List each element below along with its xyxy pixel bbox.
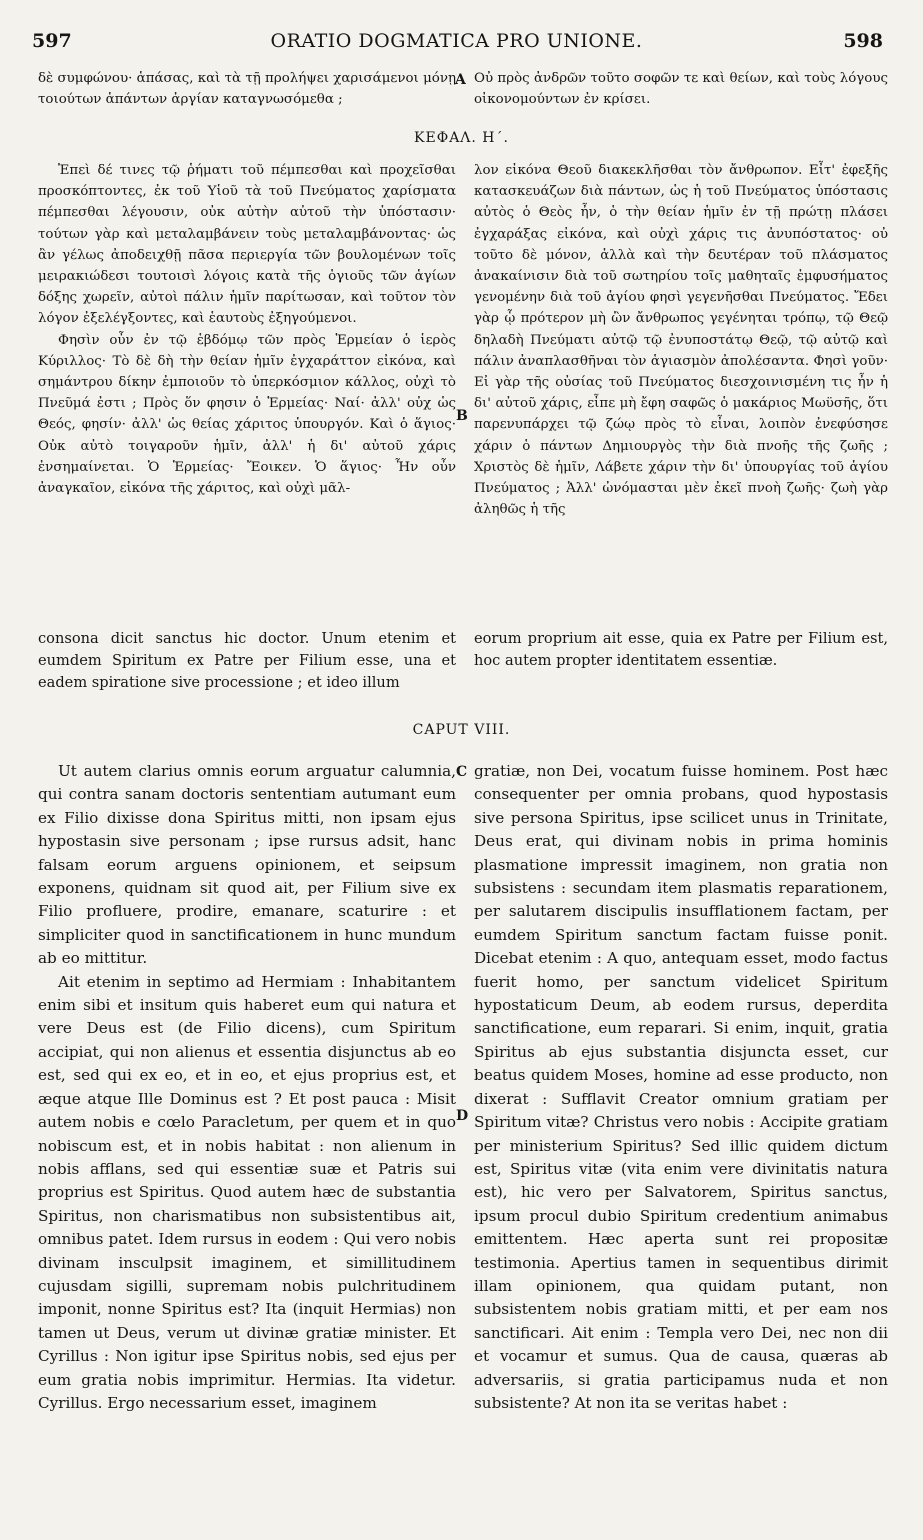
page-number-left: 597 [32,30,72,52]
latin-top-right-paragraph: eorum proprium ait esse, quia ex Patre per Filium est, hoc autem propter identitatem essentiæ. [474,630,888,669]
intro-left-paragraph: δὲ συμφώνου· ἁπάσας, καὶ τὰ τῇ προλήψει χαρισάμενοι μόνῃ τοιούτων ἁπάντων ἀργίαν καταγνωσόμεθα ; [38,71,456,108]
latin-top-right [474,628,888,672]
margin-marker-b: B [456,408,468,424]
intro-right-text [474,68,888,110]
latin-right-column [474,760,888,1415]
latin-left-paragraph-2: Ait etenim in septimo ad Hermiam : Inhabitantem enim sibi et insitum quis haberet eum qui natura et vere Deus est (de Filio dicens), cum Spiritum accipiat, qui non alienus et essentia disjunctus ab eo est, sed qui ex eo, et in eo, et ejus proprius est, et æque atque Ille Dominus est ? Et post pauca : Misit autem nobis e cœlo Paracletum, per quem et in quo nobiscum est, et in nobis habitat : non alienum in nobis afflans, sed qui essentiæ suæ et Patris sui proprius est Spiritus. Quod autem hæc de substantia Spiritus, non charismatibus non subsistentibus ait, omnibus patet. Idem rursus in eodem : Qui vero nobis divinam insculpsit imaginem, et simillitudinem cujusdam sigilli, supremam nobis pulchritudinem imponit, nonne Spiritus est? Ita (inquit Hermias) non tamen ut Deus, verum ut divinæ gratiæ minister. Et Cyrillus : Non igitur ipse Spiritus nobis, sed ejus per eum gratia nobis imprimitur. Hermias. Ita videtur. Cyrillus. Ergo necessarium esset, imaginem [38,972,456,1412]
margin-marker-a: A [455,72,466,88]
greek-left-column [38,160,456,499]
greek-right-paragraph-1: λον εἰκόνα Θεοῦ διακεκλῆσθαι τὸν ἄνθρωπον. Εἶτ' ἐφεξῆς κατασκευάζων διὰ πάντων, ὡς ἡ τοῦ Πνεύματος ὑπόστασις αὐτὸς ὁ Θεὸς ἦν, ὁ τὴν θείαν ἡμῖν ἐν τῇ πρώτῃ πλάσει ἐγχαράξας εἰκόνα, καὶ οὐχὶ χάρις τις ἀνυπόστατος· οὐ τοῦτο δὲ μόνον, ἀλλὰ καὶ τὴν δευτέραν τοῦ πλάσματος ἀνακαίνισιν διὰ τοῦ σωτηρίου τοῖς μαθηταῖς ἐμφυσήματος γενομένην διὰ τοῦ ἁγίου φησὶ γεγενῆσθαι Πνεύματος. Ἔδει γὰρ ᾧ πρότερον μὴ ὢν ἄνθρωπος γεγένηται τρόπῳ, τῷ Θεῷ δηλαδὴ Πνεύματι αὐτῷ τῷ ἐνυποστάτῳ Θεῷ, τῷ αὐτῷ καὶ πάλιν ἀναπλασθῆναι τὸν ἁγιασμὸν ἀπολέσαντα. Φησὶ γοῦν· Εἰ γὰρ τῆς οὐσίας τοῦ Πνεύματος διεσχοινισμένη τις ἦν ἡ δι' αὐτοῦ χάρις, εἶπε μὴ ἔφη σαφῶς ὁ μακάριος Μωϋσῆς, ὅτι παρενυπάρχει τῷ ζώῳ πρὸς τὸ εἶναι, λοιπὸν ἐνεφύσησε χάριν ὁ πάντων Δημιουργὸς τὴν διὰ πνοῆς τῆς ζωῆς ; Χριστὸς δὲ ἡμῖν, Λάβετε χάριν τὴν δι' ὑπουργίας τοῦ ἁγίου Πνεύματος ; Ἀλλ' ὠνόμασται μὲν ἐκεῖ πνοὴ ζωῆς· ζωὴ γὰρ ἀληθῶς ἡ τῆς [474,163,888,518]
greek-left-paragraph-2: Φησὶν οὖν ἐν τῷ ἑβδόμῳ τῶν πρὸς Ἑρμείαν ὁ ἱερὸς Κύριλλος· Τὸ δὲ δὴ τὴν θείαν ἡμῖν ἐγχαράττον εἰκόνα, καὶ σημάντρου δίκην ἐμποιοῦν τὸ ὑπερκόσμιον κάλλος, οὐχὶ τὸ Πνεῦμά ἐστι ; Πρὸς ὅν φησιν ὁ Ἑρμείας· Ναί· ἀλλ' οὐχ ὡς Θεός, φησίν· ἀλλ' ὡς θείας χάριτος ὑπουργόν. Καὶ ὁ ἅγιος· Οὐκ αὐτὸ τοιγαροῦν ἡμῖν, ἀλλ' ἡ δι' αὐτοῦ χάρις ἐνσημαίνεται. Ὁ Ἑρμείας· Ἔοικεν. Ὁ ἅγιος· Ἦν οὖν ἀναγκαῖον, εἰκόνα τῆς χάριτος, καὶ οὐχὶ μᾶλ- [38,332,456,497]
latin-left-paragraph-1: Ut autem clarius omnis eorum arguatur calumnia, qui contra sanam doctoris sententiam autumant eum ex Filio dixisse dona Spiritus mitti, non ipsam ejus hypostasin sive personam ; ipse rursus adsit, hanc falsam eorum arguens opinionem, et seipsum exponens, quidnam sit quod ait, per Filium sive ex Filio profluere, prodire, emanare, scaturire : et simpliciter quod in sanctificationem in hunc mundum ab eo mittitur. [38,762,456,968]
intro-left-text [38,68,456,110]
latin-right-paragraph-1: gratiæ, non Dei, vocatum fuisse hominem. Post hæc consequenter per omnia probans, quod hypostasis sive persona Spiritus, ipse scilicet unus in Trinitate, Deus erat, qui divinam nobis in prima hominis plasmatione impressit imaginem, non gratia non subsistens : secundam item plasmatis reparationem, per salutarem discipulis insufflationem factam, per eumdem Spiritum sanctum factam fuisse ponit. Dicebat etenim : A quo, antequam esset, modo factus fuerit homo, per sanctum videlicet Spiritum hypostaticum Deum, ab eodem rursus, deperdita sanctificatione, eum reparari. Si enim, inquit, gratia Spiritus ab ejus substantia disjuncta esset, cur beatus quidem Moses, homine ad esse producto, non dixerat : Sufflavit Creator omnium gratiam per Spiritum vitæ? Christus vero nobis : Accipite gratiam per ministerium Spiritus? Sed illic quidem dictum est, Spiritus vitæ (vita enim vere divinitatis natura est), hic vero per Salvatorem, Spiritus sanctus, ipsum procul dubio Spiritum credentium animabus emittentem. Hæc aperta sunt rei propositæ testimonia. Apertius tamen in sequentibus dirimit illam opinionem, qua quidam putant, non subsistentem nobis gratiam mitti, et per eam nos sanctificari. Ait enim : Templa vero Dei, nec non dii et vocamur et sumus. Qua de causa, quæras ab adversariis, si gratia participamus nuda et non subsistente? At non ita se veritas habet : [474,762,888,1412]
latin-chapter-heading: CAPUT VIII. [412,722,511,738]
latin-top-left [38,628,456,694]
intro-right-paragraph: Οὐ πρὸς ἀνδρῶν τοῦτο σοφῶν τε καὶ θείων, καὶ τοὺς λόγους οἰκονομούντων ἐν κρίσει. [474,71,888,108]
latin-top-left-paragraph: consona dicit sanctus hic doctor. Unum etenim et eumdem Spiritum ex Patre per Filium esse, una et eadem spiratione sive processione ; et ideo illum [38,630,456,691]
greek-left-paragraph-1: Ἐπεὶ δέ τινες τῷ ῥήματι τοῦ πέμπεσθαι καὶ προχεῖσθαι προσκόπτοντες, ἐκ τοῦ Υἱοῦ τὰ τοῦ Πνεύματος χαρίσματα πέμπεσθαι λέγουσιν, οὐκ αὐτὴν αὐτοῦ τὴν ὑπόστασιν· τούτων γὰρ καὶ μεταλαμβάνειν τοὺς μεταλαμβάνοντας· ὡς ἂν γέλως ἀποδειχθῇ πᾶσα περιεργία τῶν βουλομένων τοῖς μειρακιώδεσι τουτοισὶ λόγοις κατὰ τῆς ὁγιοῦς τῶν ἁγίων δόξης χωρεῖν, αὐτοὶ πάλιν ἡμῖν παρίτωσαν, καὶ τοῦτον τὸν λόγον ἐξελέγξοντες, καὶ ἑαυτοὺς ἐξηγούμενοι. [38,163,456,327]
page-header [30,28,883,58]
margin-marker-c: C [456,764,468,780]
running-title: ORATIO DOGMATICA PRO UNIONE. [270,30,643,52]
margin-marker-d: D [456,1108,469,1124]
page-number-right: 598 [843,30,883,52]
greek-chapter-heading: ΚΕΦΑΛ. Η΄. [414,130,509,146]
latin-left-column [38,760,456,1415]
greek-right-column [474,160,888,520]
